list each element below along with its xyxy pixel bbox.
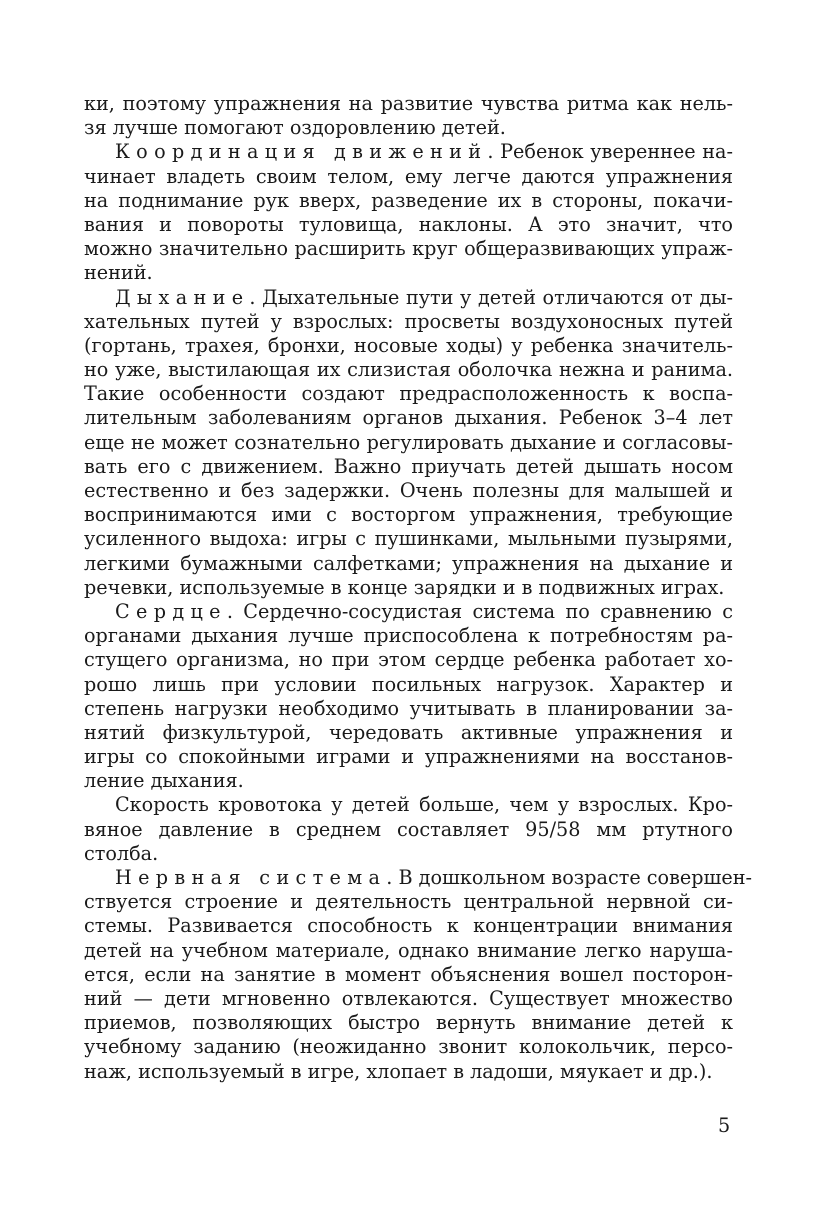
text-line: органами дыхания лучше приспособлена к потребностям ра- bbox=[84, 624, 733, 648]
section-lead-heart: Сердце bbox=[115, 599, 227, 623]
text-line: столба. bbox=[84, 841, 159, 865]
text-line: лительным заболеваниям органов дыхания. Ребенок 3–4 лет bbox=[84, 406, 733, 430]
paragraph-blood-flow bbox=[84, 793, 733, 866]
text-line: игры со спокойными играми и упражнениями на восстанов- bbox=[84, 745, 733, 769]
text-line: естественно и без задержки. Очень полезны для малышей и bbox=[84, 479, 733, 502]
text-line: степень нагрузки необходимо учитывать в планировании за- bbox=[84, 696, 733, 720]
section-lead-nervous-system: Нервная система bbox=[115, 866, 387, 889]
text-line: ление дыхания. bbox=[84, 769, 244, 793]
text-line: учебному заданию (неожиданно звонит колокольчик, персо- bbox=[84, 1035, 733, 1059]
text-run: . Сердечно-сосудистая система по сравнению с bbox=[226, 599, 733, 623]
text-line: Такие особенности создают предрасположенность к воспа- bbox=[84, 382, 733, 406]
section-lead-coordination: Координация движений bbox=[115, 140, 488, 164]
page-number: 5 bbox=[718, 1114, 731, 1137]
text-line: нятий физкультурой, чередовать активные упражнения и bbox=[84, 720, 733, 744]
text-line: можно значительно расширить круг общеразвивающих упраж- bbox=[84, 237, 733, 261]
text-line: стущего организма, но при этом сердце ребенка работает хо- bbox=[84, 648, 733, 672]
text-run: . В дошкольном возрасте совершен- bbox=[386, 866, 752, 889]
text-line: рошо лишь при условии посильных нагрузок. Характер и bbox=[84, 672, 733, 696]
text-line: хательных путей у взрослых: просветы воздухоносных путей bbox=[84, 309, 733, 333]
text-line: ки, поэтому упражнения на развитие чувства ритма как нель- bbox=[84, 92, 733, 115]
paragraph-coordination bbox=[84, 140, 733, 285]
text-line: вания и повороты туловища, наклоны. А это значит, что bbox=[84, 212, 733, 236]
text-line: усиленного выдоха: игры с пушинками, мыльными пузырями, bbox=[84, 527, 733, 551]
text-run: . Дыхательные пути у детей отличаются от ды- bbox=[249, 285, 733, 309]
text-line: наж, используемый в игре, хлопает в ладоши, мяукает и др.). bbox=[84, 1059, 713, 1083]
text-line bbox=[84, 286, 733, 310]
text-line: легкими бумажными салфетками; упражнения на дыхание и bbox=[84, 551, 733, 575]
text-line: но уже, выстилающая их слизистая оболочка нежна и ранима. bbox=[84, 358, 733, 382]
text-line: зя лучше помогают оздоровлению детей. bbox=[84, 116, 506, 140]
text-line: на поднимание рук вверх, разведение их в стороны, покачи- bbox=[84, 188, 733, 212]
text-line: вать его с движением. Важно приучать детей дышать носом bbox=[84, 454, 733, 478]
text-line: воспринимаются ими с восторгом упражнения, требующие bbox=[84, 503, 733, 527]
paragraph-continuation bbox=[84, 92, 733, 140]
paragraph-heart bbox=[84, 600, 733, 794]
text-line: (гортань, трахея, бронхи, носовые ходы) у ребенка значитель- bbox=[84, 333, 733, 357]
text-line: детей на учебном материале, однако внимание легко наруша- bbox=[84, 938, 733, 962]
paragraph-nervous-system bbox=[84, 866, 752, 1084]
text-line: чинает владеть своим телом, ему легче даются упражнения bbox=[84, 164, 733, 188]
text-line: ется, если на занятие в момент объяснения вошел посторон- bbox=[84, 962, 733, 986]
text-line: вяное давление в среднем составляет 95/58 мм ртутного bbox=[84, 817, 733, 841]
text-line: стемы. Развивается способность к концентрации внимания bbox=[84, 914, 733, 938]
text-line bbox=[84, 140, 733, 164]
text-line: ний — дети мгновенно отвлекаются. Существует множество bbox=[84, 986, 733, 1010]
text-line bbox=[84, 600, 733, 624]
text-line: речевки, используемые в конце зарядки и в подвижных играх. bbox=[84, 575, 725, 599]
section-lead-breathing: Дыхание bbox=[115, 285, 250, 309]
text-run: . Ребенок увереннее на- bbox=[487, 140, 733, 164]
text-line: еще не может сознательно регулировать дыхание и согласовы- bbox=[84, 430, 733, 454]
text-line: приемов, позволяющих быстро вернуть внимание детей к bbox=[84, 1011, 733, 1035]
paragraph-breathing bbox=[84, 286, 733, 600]
text-line: нений. bbox=[84, 261, 153, 285]
text-line: ствуется строение и деятельность центральной нервной си- bbox=[84, 890, 733, 914]
text-line: Скорость кровотока у детей больше, чем у взрослых. Кро- bbox=[115, 793, 733, 817]
page-body bbox=[84, 92, 752, 1084]
text-line bbox=[84, 866, 752, 890]
